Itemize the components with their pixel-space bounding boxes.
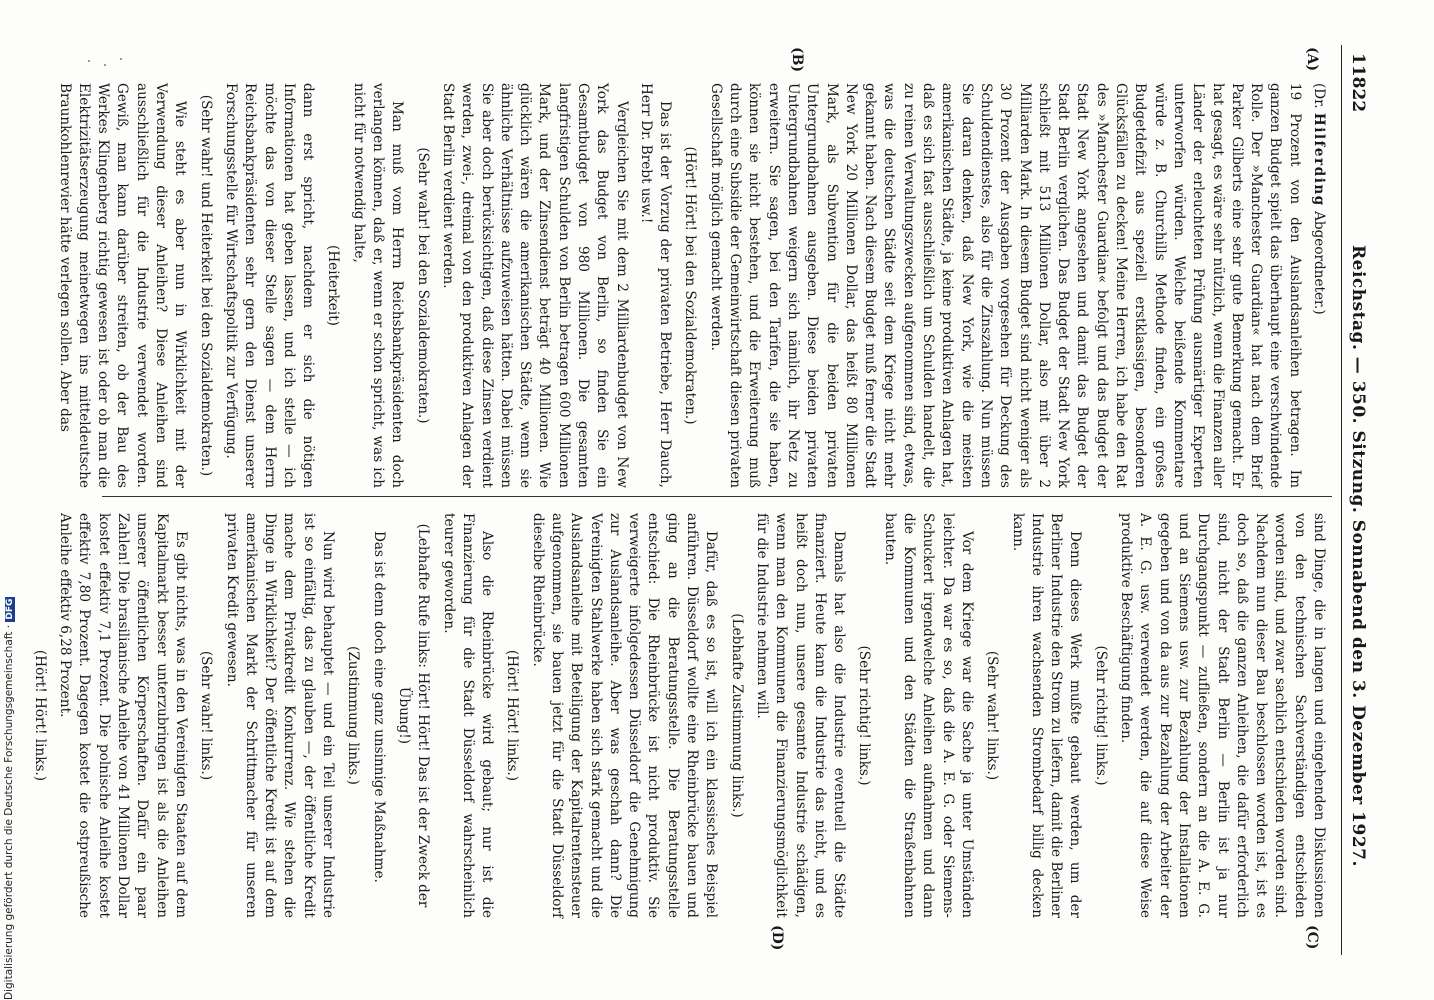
interjection: (Sehr wahr! links.) [198,650,215,781]
margin-letter-c: (C) [1304,925,1320,950]
speaker-line [1309,83,1328,488]
margin-letter-b: (B) [789,47,805,73]
paragraph: Man muß vom Herrn Reichsbankpräsidenten doch verlangen können, daß er, wenn er schon spricht, was ich nicht für notwendig halte, [350,83,406,488]
paragraph: Vor dem Kriege war die Sache ja unter Umständen leichter. Da war es so, daß die A. E. G. oder Siemens-Schuckert irgendwelche Anleihen aufnahmen und dann die Kommunen und den Städten die Straßenbahnen bauten. [881,513,975,918]
interjection: (Heiterkeit) [325,245,342,326]
interjection: (Sehr wahr! links.) [984,650,1001,781]
paragraph: sind Dinge, die in langen und eingehenden Diskussionen von den technischen Sachverständigen entschieden worden sind, und zwar sachlich entschieden worden sind. Nachdem nun dieser Bau beschlossen worden ist, ist es doch so, daß die ganzen Anleihen, die dafür erforderlich sind, nicht der Stadt Berlin — Berlin ist ja nur Durchgangspunkt — zufließen, sondern an die A. E. G. und an Siemens usw. zur Bezahlung der Installationen gegeben und von da aus zur Bezahlung der Arbeiter der A. E. G. usw. verwendet werden, die auf diese Weise produktive Beschäftigung finden. [1118,513,1327,918]
speaker-role: Abgeordneter.) [1311,206,1327,315]
interjection: (Lebhafte Zustimmung links.) [728,613,745,818]
rotated-page-content [31,45,1370,955]
paragraph: Es gibt nichts, was in den Vereinigten Staaten auf dem Kapitalmarkt besser unterzubringen ist als die Anleihen unserer öffentlichen Körperschaften. Dafür ein paar Zahlen! Die brasilianische Anleihe von 41 Millionen Dollar kostet effektiv 7,1 Prozent. Die polnische Anleihe kostet effektiv 7,80 Prozent. Dagegen kostet die ostpreußische Anleihe effektiv 6,28 Prozent. [57,513,189,918]
left-column [56,83,1328,488]
interjection: (Sehr richtig! links.) [1092,645,1109,786]
margin-letter-d: (D) [769,925,785,951]
interjection: (Sehr richtig! links.) [856,645,873,786]
paragraph: Also die Rheinbrücke wird gebaut; nur ist die Finanzierung für die Stadt Düsseldorf wahrscheinlich teurer geworden. [440,513,496,918]
interjection: (Zustimmung links.) [345,646,362,785]
interjection: (Sehr wahr! bei den Sozialdemokraten.) [414,147,431,424]
column-divider [102,496,1332,497]
paragraph: Denn dieses Werk mußte gebaut werden, um der Berliner Industrie den Strom zu liefern, damit die Berliner Industrie ihren wachsenden Strombedarf billig decken kann. [1009,513,1084,918]
interjection: (Hört! Hört! bei den Sozialdemokraten.) [682,146,699,425]
interjection: (Sehr wahr! und Heiterkeit bei den Sozialdemokraten.) [197,94,214,477]
paragraph: Wie steht es aber nun in Wirklichkeit mit der Verwendung dieser Anleihen? Diese Anleihen sind ausschließlich für die Industrie verwendet worden. Gewiß, man kann darüber streiten, ob der Bau des Werkes Klingenberg richtig gewesen ist oder ob man die Elektrizitätserzeugung meinetwegen ins mitteldeutsche Braunkohlenrevier hätte verlegen sollen. Aber das [56,83,189,488]
running-head: Reichstag. — 350. Sitzung. Sonnabend den 3. Dezember 1927. [1348,245,1368,867]
paragraph: 19 Prozent von den Auslandsanleihen betragen. Im ganzen Budget spielt das überhaupt eine verschwindende Rolle. Der »Manchester Guardian« hat nach dem Brief Parker Gilberts eine sehr gute Bemerkung gemacht. Er hat gesagt, es wäre sehr nützlich, wenn die Finanzen aller Länder der erleuchteten Prüfung ausmärtiger Experten unterworfen würden. Welche beißende Kommentare würde z. B. Churchills Methode finden, ein großes Budgetdefizit aus speziell erstklassigen, besonderen Glücksfällen zu decken! Meine Herren, ich habe den Rat des »Manchester Guardian« befolgt und das Budget der Stadt New York angesehen und damit das Budget der Stadt Berlin verglichen. Das Budget der Stadt New York schließt mit 513 Millionen Dollar, also mit über 2 Milliarden Mark. In diesem Budget sind nicht weniger als 30 Prozent der Ausgaben vorgesehen für Deckung des Schuldendienstes, also für die Zinszahlung. Nun müssen Sie daran denken, daß New York, wie die meisten amerikanischen Städte, ja keine produktiven Anlagen hat, daß es sich fast ausschließlich um Schulden handelt, die zu reinen Verwaltungszwecken aufgenommen sind, etwas, was die deutschen Städte seit dem Kriege nicht mehr gekannt haben. Nach diesem Budget muß ferner die Stadt New York 20 Millionen Dollar, das heißt 80 Millionen Mark, als Subvention für die beiden privaten Untergrundbahnen ausgeben. Diese beiden privaten Untergrundbahnen weigern sich nämlich, ihr Netz zu erweitern. Sie sagen, bei den Tarifen, die sie haben, können sie nicht bestehen, und die Erweiterung muß durch eine Subsidie der Gemeinwirtschaft diesen privaten Gesellschaft möglich gemacht werden. [707,83,1303,488]
paragraph: Vergleichen Sie mit dem 2 Milliardenbudget von New York das Budget von Berlin, so finden Sie ein Gesamtbudget von 980 Millionen. Die gesamten langfristigen Schulden von Berlin betragen 600 Millionen Mark, und der Zinsendienst beträgt 40 Millionen. Wie glücklich wären die amerikanischen Städte, wenn sie ähnliche Verhältnisse aufzuweisen hätten. Dabei müssen Sie aber doch berücksichtigen, daß diese Zinsen verdient werden, zwei-, dreimal von den produktiven Anlagen der Stadt Berlin verdient werden. [439,83,630,488]
paragraph: Damals hat also die Industrie eventuell die Städte finanziert. Heute kann die Industrie das nicht, und es heißt doch nun, unsere gesamte Industrie schädigen, wenn man den Kommunen die Finanzierungsmöglichkeit für die Industrie nehmen will. [753,513,848,918]
paragraph: Nun wird behauptet — und ein Teil unserer Industrie ist so einfältig, das zu glauben —, der öffentliche Kredit mache dem Privatkredit Konkurrenz. Wie stehen die Dinge in Wirklichkeit? Der öffentliche Kredit ist auf dem amerikanischen Markt der Schrittmacher für unseren privaten Kredit gewesen. [223,513,337,918]
digitization-footer [3,20,15,1000]
paragraph: Das ist denn doch eine ganz unsinnige Maßnahme. [370,531,387,883]
interjection: (Lebhafte Rufe links: Hört! Hört! Das ist der Zweck der Übung!) [395,523,432,908]
interjection: (Hört! Hört! links.) [31,649,48,782]
paragraph: dann erst spricht, nachdem er sich die nötigen Informationen hat geben lassen, und ich stelle — ich möchte das von dieser Stelle sagen — dem Herrn Reichsbankpräsidenten sehr gern den Dienst unserer Forschungsstelle für Wirtschaftspolitik zur Verfügung. [222,83,317,488]
speaker-name: Hilferding [1311,112,1327,207]
page-number: 11822 [1348,53,1368,113]
paragraph: Das ist der Vorzug der privaten Betriebe, Herr Dauch, Herr Dr. Brebt usw.! [637,83,674,488]
margin-letter-a: (A) [1304,47,1320,72]
footer-text: Digitalisierung gefördert durch die Deutsche Forschungsgemeinschaft · [3,624,15,1000]
dfg-logo: DFG [5,598,15,620]
interjection: (Hört! Hört! links.) [504,649,521,782]
paragraph: Dafür, daß es so ist, will ich ein klassisches Beispiel anführen. Düsseldorf wollte eine Rheinbrücke bauen und ging an die Beratungsstelle. Die Beratungsstelle entschied: Die Rheinbrücke ist nicht produktiv. Sie verweigerte infolgedessen Düsseldorf die Genehmigung zur Auslandsanleihe. Aber was geschah dann? Die Vereinigten Stahlwerke haben sich stark gemacht und die Auslandsanleihe mit Beteiligung der Kapitalrentensteuer aufgenommen, sie bauen jetzt für die Stadt Düsseldorf dieselbe Rheinbrücke. [529,513,720,918]
page-header [1341,45,1370,955]
speaker-prefix: (Dr. [1311,83,1327,113]
right-column [31,513,1328,918]
